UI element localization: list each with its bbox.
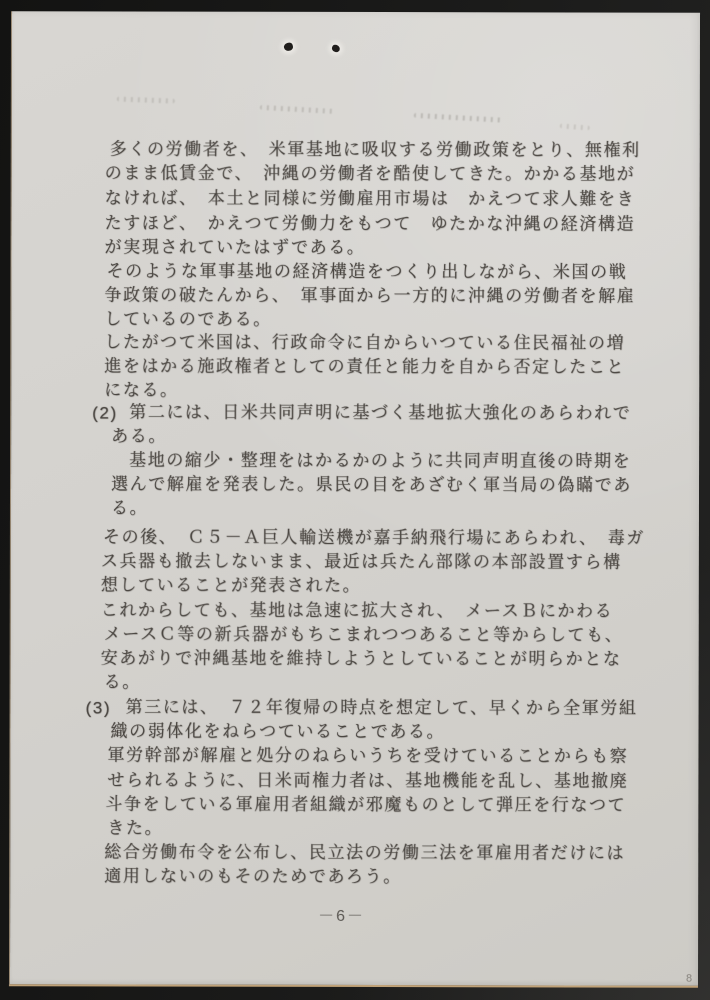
text-line: 想していることが発表された。 <box>100 575 362 596</box>
text-line: 第三には、 ７２年復帰の時点を想定して、早くから全軍労組 <box>125 697 638 718</box>
smudge-mark <box>414 113 502 123</box>
text-line: 軍労幹部が解雇と処分のねらいうちを受けていることからも察 <box>107 745 629 766</box>
text-line: その後、 Ｃ５－Ａ巨人輸送機が嘉手納飛行場にあらわれ、 毒ガ <box>102 527 645 548</box>
text-line: しているのである。 <box>104 309 272 329</box>
text-line: のまま低賃金で、 沖縄の労働者を酷使してきた。かかる基地が <box>104 163 636 184</box>
text-line: 選んで解雇を発表した。県民の目をあざむく軍当局の偽瞞であ <box>111 474 632 495</box>
text-line: 適用しないのもそのためであろう。 <box>104 866 402 887</box>
text-line: メースＣ等の新兵器がもちこまれつつあること等からしても、 <box>103 624 624 645</box>
text-line: せられるように、日米両権力者は、基地機能を乱し、基地撤廃 <box>107 770 629 791</box>
text-line: 多くの労働者を、 米軍基地に吸収する労働政策をとり、無権利 <box>109 139 641 160</box>
text-line: 進をはかる施政権者としての責任と能力を自から否定したこと <box>104 356 626 377</box>
ink-dot <box>283 42 294 52</box>
text-line: 斗争をしている軍雇用者組織が邪魔ものとして弾圧を行なつて <box>105 794 627 815</box>
text-line: これからしても、基地は急速に拡大され、 メースＢにかわる <box>100 600 614 621</box>
text-line: そのような軍事基地の経済構造をつくり出しながら、米国の戦 <box>106 261 628 282</box>
page-number: －6－ <box>318 907 366 926</box>
text-line: たすほど、 かえつて労働力をもつて ゆたかな沖縄の経済構造 <box>104 213 636 234</box>
text-line: る。 <box>110 498 149 518</box>
item-marker-3: (3) <box>85 698 112 718</box>
corner-smudge: 8 <box>685 972 693 985</box>
document-page <box>9 11 700 987</box>
text-line: 争政策の破たんから、 軍事面から一方的に沖縄の労働者を解雇 <box>104 285 636 306</box>
text-line: ある。 <box>111 426 167 446</box>
text-line: になる。 <box>104 380 179 400</box>
text-line: きた。 <box>107 818 164 838</box>
ink-dot <box>331 44 341 53</box>
smudge-mark <box>260 105 334 114</box>
text-line: る。 <box>103 672 141 692</box>
text-line: なければ、 本土と同様に労働雇用市場は かえつて求人難をき <box>104 188 636 209</box>
text-line: 総合労働布令を公布し、民立法の労働三法を軍雇用者だけには <box>104 842 626 863</box>
text-line: 第二には、日米共同声明に基づく基地拡大強化のあらわれで <box>129 402 632 423</box>
item-marker-2: (2) <box>92 403 118 423</box>
text-line: 基地の縮少・整理をはかるかのように共同声明直後の時期を <box>129 450 632 471</box>
text-line: したがつて米国は、行政命令に自からいつている住民福祉の増 <box>104 332 626 353</box>
smudge-mark <box>117 96 175 103</box>
text-line: 織の弱体化をねらつていることである。 <box>110 721 446 742</box>
text-line: ス兵器も撤去しないまま、最近は兵たん部隊の本部設置すら構 <box>100 551 622 572</box>
smudge-mark <box>560 123 590 130</box>
text-line: が実現されていたはずである。 <box>104 237 366 258</box>
text-line: 安あがりで沖縄基地を維持しようとしていることが明らかとな <box>100 648 622 669</box>
